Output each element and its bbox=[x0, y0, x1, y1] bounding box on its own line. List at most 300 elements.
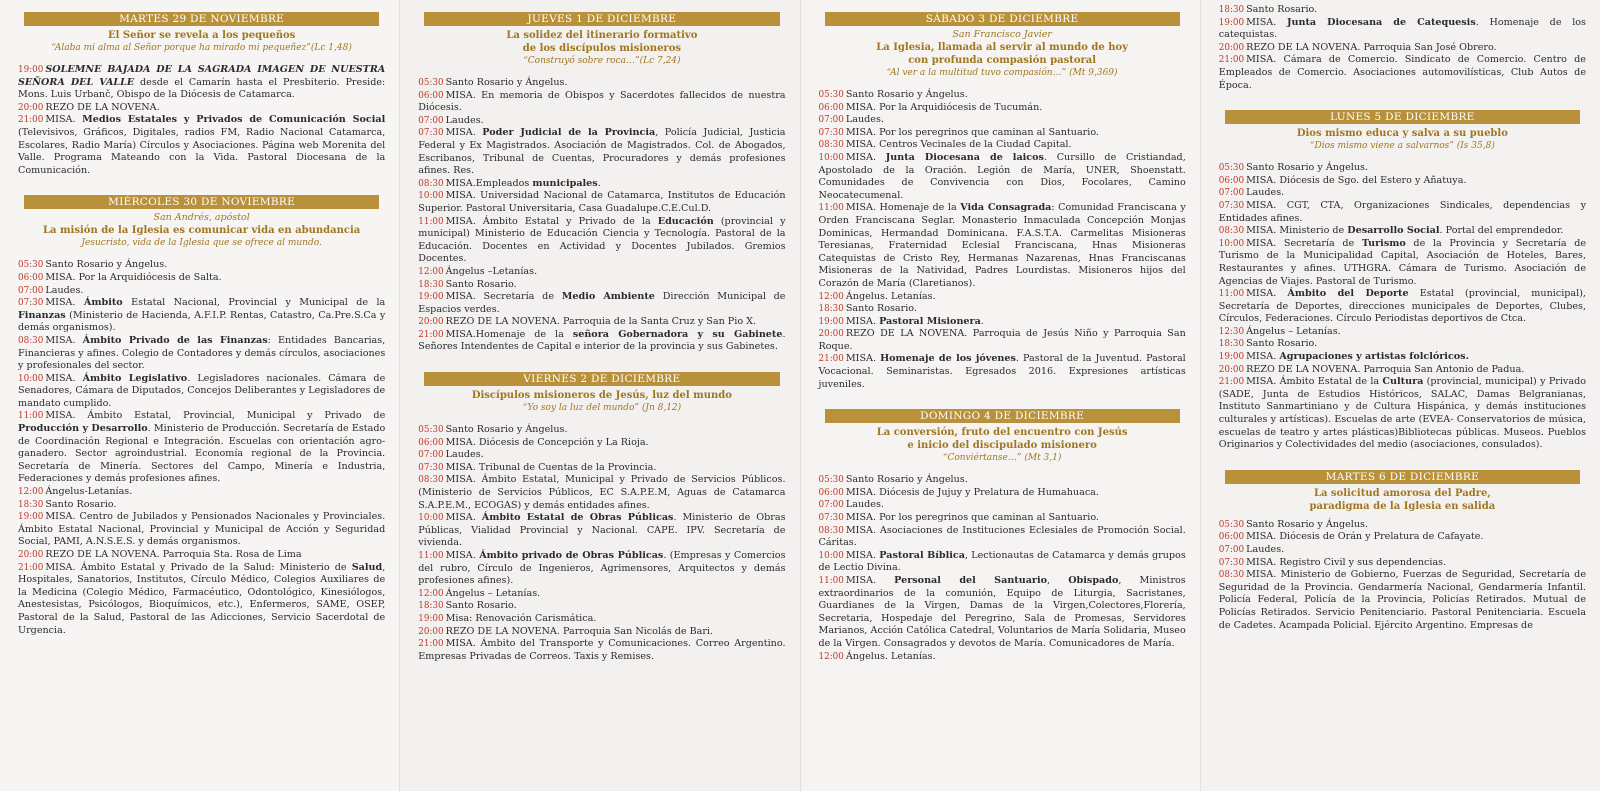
schedule-entry bbox=[1219, 531, 1586, 544]
entry-text: Ángelus. Letanías. bbox=[845, 650, 936, 662]
entry-text: MISA. bbox=[845, 353, 881, 365]
entry-time: 11:00 bbox=[818, 203, 844, 214]
schedule-entry bbox=[418, 115, 785, 128]
entry-time: 18:30 bbox=[818, 304, 844, 315]
entry-text: Pastoral Misionera bbox=[879, 315, 981, 327]
entry-text: MISA. Por los peregrinos que caminan al Santuario. bbox=[845, 512, 1099, 524]
entry-text: : Entidades Bancarias, Financieras y afines. Colegio de Contadores y demás círculos, asociaciones y profesionales del sector. bbox=[18, 334, 386, 372]
entry-time: 20:00 bbox=[18, 550, 44, 560]
entry-time: 19:00 bbox=[418, 292, 444, 303]
entry-text: Santo Rosario y Ángelus. bbox=[445, 77, 568, 88]
schedule-entry bbox=[418, 279, 785, 292]
day-quote: “Construyó sobre roca…”(Lc 7,24) bbox=[523, 56, 681, 66]
schedule-entry bbox=[1219, 200, 1586, 225]
schedule-entry bbox=[819, 202, 1186, 290]
schedule-entry bbox=[418, 316, 785, 329]
entry-text: . bbox=[980, 315, 984, 327]
entry-text: . Homenaje de los catequistas. bbox=[1218, 16, 1586, 41]
entry-text: desde el Camarín hasta el Presbiterio. Preside: Mons. Luis Urbanč, Obispo de la Diócesis de Catamarca. bbox=[18, 76, 386, 101]
entry-time: 06:00 bbox=[1218, 532, 1245, 543]
schedule-entry bbox=[418, 291, 785, 316]
day-section bbox=[1219, 470, 1586, 632]
entry-text: MISA. Secretaría de bbox=[1246, 237, 1362, 249]
schedule-entry bbox=[1219, 338, 1586, 351]
day-theme: de los discípulos misioneros bbox=[522, 43, 681, 54]
schedule-entry bbox=[1219, 288, 1586, 326]
entry-text: MISA. Diócesis de Concepción y La Rioja. bbox=[445, 436, 649, 448]
entry-text: Santo Rosario. bbox=[445, 600, 517, 612]
schedule-entry bbox=[819, 512, 1186, 525]
day-section bbox=[418, 12, 785, 354]
entry-text: Homenaje de los jóvenes bbox=[880, 353, 1016, 365]
entry-text: Finanzas bbox=[18, 309, 66, 321]
schedule-entry bbox=[18, 373, 385, 411]
entry-text: MISA. Ámbito Estatal y Privado de la Salud: Ministerio de bbox=[45, 561, 352, 573]
day-header: MARTES 29 DE NOVIEMBRE bbox=[24, 12, 379, 26]
day-theme: Discípulos misioneros de Jesús, luz del mundo bbox=[471, 390, 732, 402]
entry-text: Santo Rosario y Ángelus. bbox=[1246, 162, 1368, 174]
entry-text: Santo Rosario. bbox=[445, 278, 517, 290]
entry-text: Ángelus – Letanías. bbox=[1246, 325, 1341, 337]
entry-text: . (Empresas y Comercios del rubro, Círculo de Ingenieros, Agrimensores, Arquitectos y demás profesiones afines). bbox=[418, 550, 786, 587]
entry-text: Santo Rosario. bbox=[845, 303, 917, 315]
entry-time: 07:30 bbox=[418, 128, 444, 139]
entry-time: 10:00 bbox=[418, 191, 444, 202]
entry-text: MISA. Por los peregrinos que caminan al Santuario. bbox=[845, 126, 1099, 138]
schedule-entry bbox=[819, 353, 1186, 391]
entry-text: Poder Judicial de la Provincia bbox=[482, 127, 656, 139]
schedule-entry bbox=[18, 114, 385, 177]
entry-text: MISA. Por la Arquidiócesis de Salta. bbox=[45, 271, 222, 283]
entry-text: MISA. bbox=[845, 315, 880, 327]
entry-text: Santo Rosario. bbox=[45, 498, 117, 510]
continued-schedule bbox=[1219, 4, 1586, 92]
entry-text: Santo Rosario. bbox=[1246, 4, 1318, 15]
schedule-entry bbox=[18, 549, 385, 562]
entry-text: Obispado bbox=[1068, 575, 1119, 586]
entry-time: 12:30 bbox=[1218, 326, 1245, 337]
entry-text: Laudes. bbox=[845, 114, 884, 126]
entry-time: 18:30 bbox=[418, 601, 444, 612]
entry-text: MISA. Ministerio de Gobierno, Fuerzas de Seguridad, Secretaría de Seguridad de la Provincia. Gendarmería Nacional, Gendarmería Infantil. Policía Federal, Policía de la Provincia, Policías Retirados. Mutual de Policías Retirados. Servicio Penitenciario. Pastoral Penitenciaria. Escuela de Cadetes. Acampada Policial. Ejército Argentino. Empresas de bbox=[1218, 569, 1586, 631]
schedule-entry bbox=[1219, 326, 1586, 339]
schedule-entry bbox=[1219, 17, 1586, 42]
day-quote: “Dios mismo viene a salvarnos” (Is 35,8) bbox=[1309, 141, 1495, 152]
entry-time: 07:30 bbox=[418, 462, 444, 473]
entry-time: 05:30 bbox=[1218, 519, 1245, 530]
day-theme: La conversión, fruto del encuentro con Jesús bbox=[876, 427, 1128, 439]
schedule-entry bbox=[418, 266, 785, 279]
entry-time: 11:00 bbox=[18, 411, 44, 422]
schedule-entry bbox=[819, 114, 1186, 127]
entry-time: 10:00 bbox=[418, 513, 444, 524]
program-column bbox=[800, 0, 1200, 791]
entry-time: 10:00 bbox=[1218, 238, 1245, 249]
schedule-entry bbox=[1219, 238, 1586, 288]
entry-text: Medio Ambiente bbox=[561, 291, 655, 303]
entry-text: MISA. Cámara de Comercio. Sindicato de Comercio. Centro de Empleados de Comercio. Asociaciones automovilísticas, Club Autos de Época. bbox=[1218, 54, 1586, 91]
entry-text: MISA. Ámbito Estatal de la bbox=[1246, 376, 1383, 388]
entry-time: 18:30 bbox=[418, 279, 444, 290]
program-column bbox=[399, 0, 799, 791]
day-section bbox=[819, 12, 1186, 391]
schedule-entry bbox=[1219, 544, 1586, 557]
entry-time: 21:00 bbox=[418, 329, 444, 340]
program-column bbox=[0, 0, 399, 791]
entry-time: 07:00 bbox=[18, 285, 44, 296]
entry-time: 19:00 bbox=[1218, 17, 1245, 28]
entry-text: MISA. Ámbito Estatal, Provincial, Municipal y Privado de bbox=[45, 410, 386, 422]
entry-text: MISA. Asociaciones de Instituciones Eclesiales de Promoción Social. Cáritas. bbox=[818, 524, 1186, 549]
entry-time: 05:30 bbox=[418, 425, 444, 436]
entry-time: 19:00 bbox=[818, 316, 844, 327]
schedule-entry bbox=[18, 486, 385, 499]
entry-text: MISA. Diócesis de Orán y Prelatura de Cafayate. bbox=[1246, 531, 1484, 543]
entry-text: (provincial y municipal) Ministerio de Educación Ciencia y Tecnología. Pastoral de la Educación. Docentes en Actividad y Docentes Jubilados. Gremios Docentes. bbox=[418, 215, 786, 265]
schedule-entry bbox=[1219, 4, 1586, 17]
day-section bbox=[18, 195, 385, 637]
entry-text: (Ministerio de Hacienda, A.F.I.P. Rentas, Catastro, Ca.Pre.S.Ca y demás organismos). bbox=[18, 309, 386, 334]
entry-text: REZO DE LA NOVENA. Parroquia de Jesús Niño y Parroquia San Roque. bbox=[818, 328, 1186, 352]
entry-text: Pastoral Bíblica bbox=[879, 549, 965, 561]
schedule-entry bbox=[418, 600, 785, 613]
day-section bbox=[1219, 110, 1586, 452]
day-section bbox=[18, 12, 385, 177]
entry-text: . Ministerio de Obras Públicas, Vialidad Provincial y Nacional. CAPE. IPV. Secretaría de vivienda. bbox=[418, 512, 786, 549]
entry-text: REZO DE LA NOVENA. Parroquia Sta. Rosa de Lima bbox=[45, 549, 302, 560]
entry-time: 11:00 bbox=[818, 576, 844, 586]
entry-text: señora Gobernadora y su Gabinete bbox=[572, 328, 783, 340]
entry-time: 19:00 bbox=[418, 613, 444, 624]
entry-time: 20:00 bbox=[1218, 42, 1245, 53]
entry-time: 18:30 bbox=[18, 499, 44, 510]
entry-text: (Televisivos, Gráficos, Digitales, radios FM, Radio Nacional Catamarca, Escolares, Radio María) Círculos y Asociaciones. Página web Morenita del Valle. Programa Mateando con la Vida. Pastoral Diocesana de la Comunicación. bbox=[18, 126, 386, 176]
entry-text: Laudes. bbox=[45, 284, 84, 296]
day-theme: La misión de la Iglesia es comunicar vida en abundancia bbox=[42, 225, 361, 237]
entry-text: REZO DE LA NOVENA. Parroquia San José Obrero. bbox=[1246, 41, 1497, 53]
day-theme: El Señor se revela a los pequeños bbox=[107, 30, 296, 41]
schedule-entry bbox=[418, 588, 785, 601]
entry-time: 05:30 bbox=[818, 475, 844, 486]
entry-text: , Ministros extraordinarios de la comunión, Equipo de Liturgia, Sacristanes, Guardianes de la Virgen, Damas de la Virgen,Colectores,Florería, Secretaria, Hospedaje del Peregrino, Sala de Promesas, Servidores Marianos, Acción Católica Catedral, Voluntarios de María Solidaria, Museo de la Virgen. Consagrados y devotos de María. Comunicadores de María. bbox=[818, 575, 1186, 649]
schedule-entry bbox=[1219, 569, 1586, 632]
schedule-entry bbox=[418, 449, 785, 462]
entry-time: 20:00 bbox=[18, 102, 44, 113]
schedule-entry bbox=[819, 575, 1186, 651]
schedule-entry bbox=[418, 638, 785, 663]
entry-time: 11:00 bbox=[1218, 289, 1245, 300]
entry-text: municipales bbox=[532, 177, 598, 189]
entry-time: 06:00 bbox=[418, 90, 444, 101]
entry-time: 05:30 bbox=[1218, 163, 1245, 174]
entry-time: 08:30 bbox=[18, 335, 44, 346]
schedule-entry bbox=[18, 410, 385, 486]
entry-text: MISA. Diócesis de Jujuy y Prelatura de Humahuaca. bbox=[845, 486, 1099, 498]
schedule-entry bbox=[1219, 557, 1586, 570]
entry-text: Producción y Desarrollo bbox=[18, 423, 148, 435]
entry-time: 07:00 bbox=[418, 450, 444, 461]
day-header: MARTES 6 DE DICIEMBRE bbox=[1225, 470, 1580, 484]
entry-text: Dirección Municipal de Espacios verdes. bbox=[418, 291, 786, 315]
schedule-entry bbox=[418, 178, 785, 191]
entry-text: Medios Estatales y Privados de Comunicación Social bbox=[82, 114, 386, 126]
schedule-entry bbox=[1219, 54, 1586, 92]
day-theme: paradigma de la Iglesia en salida bbox=[1309, 500, 1496, 512]
entry-text: Laudes. bbox=[845, 499, 884, 511]
entry-time: 07:30 bbox=[818, 127, 844, 138]
day-quote: “Al ver a la multitud tuvo compasión…” (Mt 9,369) bbox=[886, 68, 1118, 78]
schedule-entry bbox=[1219, 42, 1586, 55]
entry-text: Misa: Renovación Carismática. bbox=[445, 612, 597, 624]
entry-text: MISA. bbox=[845, 151, 886, 163]
schedule-entry bbox=[18, 102, 385, 115]
entry-time: 21:00 bbox=[1218, 55, 1245, 66]
program-column bbox=[1200, 0, 1600, 791]
schedule-entry bbox=[418, 329, 785, 354]
schedule-entry bbox=[819, 474, 1186, 487]
day-quote: “Alaba mi alma al Señor porque ha mirado mi pequeñez”(Lc 1,48) bbox=[51, 43, 352, 53]
entry-text: MISA. Ámbito del Transporte y Comunicaciones. Correo Argentino. Empresas Privadas de Correos. Taxis y Remises. bbox=[418, 638, 786, 662]
entry-text: REZO DE LA NOVENA. Parroquia San Nicolás de Bari. bbox=[445, 625, 714, 637]
schedule-entry bbox=[418, 474, 785, 512]
entry-text: Ángelus – Letanías. bbox=[445, 587, 541, 599]
entry-time: 11:00 bbox=[418, 551, 444, 561]
entry-text: Ámbito Estatal de Obras Públicas bbox=[481, 512, 674, 524]
entry-time: 21:00 bbox=[418, 639, 444, 650]
day-header: JUEVES 1 DE DICIEMBRE bbox=[424, 12, 779, 26]
entry-text: Cultura bbox=[1382, 376, 1424, 388]
day-header: MIÉRCOLES 30 DE NOVIEMBRE bbox=[24, 195, 379, 209]
entry-time: 12:00 bbox=[818, 291, 844, 302]
entry-text: MISA. bbox=[445, 550, 480, 561]
entry-text: MISA. Universidad Nacional de Catamarca, Institutos de Educación Superior. Pastoral Universitaria, Casa Guadalupe.C.E.Cul.D. bbox=[418, 190, 786, 214]
entry-text: Salud bbox=[351, 561, 383, 573]
entry-time: 07:00 bbox=[1218, 188, 1245, 199]
schedule-entry bbox=[819, 291, 1186, 304]
entry-time: 20:00 bbox=[818, 329, 844, 340]
entry-time: 21:00 bbox=[18, 115, 44, 126]
schedule-entry bbox=[1219, 364, 1586, 377]
entry-text: Agrupaciones y artistas folclóricos. bbox=[1279, 351, 1469, 363]
entry-text: Laudes. bbox=[1246, 187, 1285, 199]
day-theme: La solidez del itinerario formativo bbox=[506, 30, 698, 41]
entry-text: de la Provincia y Secretaría de Turismo de la Municipalidad Capital, Asociación de Hoteles, Bares, Restaurantes y afines. UTHGRA. Cámara de Turismo. Asociación de Agencias de Viajes. Pastoral de Turismo. bbox=[1218, 237, 1587, 287]
entry-text: MISA. bbox=[45, 334, 83, 346]
entry-time: 06:00 bbox=[818, 487, 844, 498]
schedule-entry bbox=[18, 499, 385, 512]
entry-time: 07:00 bbox=[1218, 545, 1245, 555]
entry-text: MISA. bbox=[45, 372, 83, 384]
schedule-entry bbox=[418, 550, 785, 588]
entry-text: MISA. bbox=[1246, 288, 1288, 300]
schedule-entry bbox=[819, 303, 1186, 316]
entry-text: Santo Rosario y Ángelus. bbox=[45, 259, 168, 271]
entry-text: REZO DE LA NOVENA. Parroquia San Antonio de Padua. bbox=[1246, 363, 1525, 375]
entry-text: MISA. bbox=[45, 297, 84, 309]
entry-text: MISA. Ámbito Estatal y Privado de la bbox=[445, 215, 658, 227]
entry-text: MISA.Homenaje de la bbox=[445, 328, 573, 340]
entry-time: 19:00 bbox=[18, 512, 44, 523]
entry-text: MISA. Por la Arquidiócesis de Tucumán. bbox=[845, 101, 1043, 113]
schedule-entry bbox=[418, 437, 785, 450]
entry-text: Ámbito privado de Obras Públicas bbox=[479, 550, 664, 561]
entry-text: MISA. Ministerio de bbox=[1246, 225, 1348, 237]
day-quote: “Yo soy la luz del mundo” (Jn 8,12) bbox=[522, 403, 682, 414]
entry-text: MISA. bbox=[445, 512, 482, 524]
entry-text: Personal del Santuario bbox=[894, 575, 1048, 586]
schedule-entry bbox=[18, 335, 385, 373]
entry-text: Santo Rosario y Ángelus. bbox=[1246, 518, 1368, 530]
entry-text: , Lectionautas de Catamarca y demás grupos de Lectio Divina. bbox=[818, 549, 1186, 574]
entry-text: . Portal del emprendedor. bbox=[1439, 225, 1564, 237]
entry-time: 18:30 bbox=[1218, 339, 1245, 350]
entry-text: . Cursillo de Cristiandad, Apostolado de la Oración. Legión de María, UNER, Shoenstatt. Comunidades de Convivencia con Dios, Focolares, Camino Neocatecumenal. bbox=[818, 151, 1186, 201]
entry-text: : Comunidad Franciscana y Orden Franciscana Seglar. Monasterio Inmaculada Concepción Monjas Dominicas, Hermandad Dominicana. F.A.S.T.A. Carmelitas Misioneras Teresianas, Fraternidad Eclesial Franciscana, Hnas Misioneras Catequistas de Cristo Rey, Hermanas Nazarenas, Hnas Franciscanas Misioneras de la Natividad, Padres Lourdistas. Misioneros hijos del Corazón de María (Claretianos). bbox=[818, 202, 1186, 289]
entry-time: 07:00 bbox=[818, 115, 844, 126]
entry-text: MISA. En memoria de Obispos y Sacerdotes fallecidos de nuestra Diócesis. bbox=[418, 89, 786, 114]
entry-text: Ámbito bbox=[83, 297, 123, 309]
entry-time: 07:00 bbox=[818, 500, 844, 511]
day-section bbox=[418, 372, 785, 663]
entry-text: Santo Rosario y Ángelus. bbox=[445, 424, 568, 436]
entry-text: Estatal (provincial, municipal), Secretaría de Deportes, direcciones municipales de Deportes, Clubes, Círculos, Federaciones. Círculo Periodistas deportivos de Ctca. bbox=[1218, 288, 1586, 325]
schedule-entry bbox=[18, 511, 385, 549]
entry-text: Laudes. bbox=[445, 114, 484, 126]
entry-text: Laudes. bbox=[1246, 544, 1285, 555]
entry-text: Laudes. bbox=[445, 449, 484, 461]
day-saint: San Andrés, apóstol bbox=[153, 212, 250, 224]
entry-text: (provincial, municipal) y Privado (SADE, Junta de Estudios Históricos, SALAC, Damas Belgranianas, Instituto Sanmartiniano y de Cultura Hispánica, y demás instituciones culturales y artísticas). Escuelas de arte (EVEA- Conservatorios de música, escuelas de teatro y artes plásticas)Bibliotecas públicas. Museos. Pueblos Originarios y Colectividades del medio (asociaciones, consulados). bbox=[1218, 376, 1586, 451]
entry-text: REZO DE LA NOVENA. bbox=[45, 101, 160, 113]
schedule-entry bbox=[418, 512, 785, 550]
entry-time: 08:30 bbox=[1218, 570, 1245, 581]
entry-time: 06:00 bbox=[418, 437, 444, 448]
entry-time: 08:30 bbox=[418, 178, 444, 189]
entry-text: MISA. Centros Vecinales de la Ciudad Capital. bbox=[845, 139, 1072, 151]
schedule-entry bbox=[819, 487, 1186, 500]
schedule-entry bbox=[819, 550, 1186, 575]
entry-time: 05:30 bbox=[818, 90, 844, 100]
entry-text: REZO DE LA NOVENA. Parroquia de la Santa Cruz y San Pio X. bbox=[445, 316, 757, 328]
entry-time: 05:30 bbox=[18, 260, 44, 271]
day-theme: La solicitud amorosa del Padre, bbox=[1313, 487, 1491, 499]
schedule-entry bbox=[1219, 162, 1586, 175]
entry-time: 06:00 bbox=[18, 272, 44, 283]
schedule-entry bbox=[819, 525, 1186, 550]
entry-text: Ángelus –Letanías. bbox=[445, 265, 538, 277]
entry-time: 20:00 bbox=[418, 317, 444, 328]
entry-text: Ámbito Legislativo bbox=[82, 372, 188, 384]
entry-time: 07:30 bbox=[1218, 200, 1245, 211]
entry-time: 06:00 bbox=[1218, 175, 1245, 186]
entry-time: 07:00 bbox=[418, 115, 444, 126]
day-section bbox=[819, 409, 1186, 663]
entry-text: Santo Rosario y Ángelus. bbox=[845, 89, 968, 100]
entry-text: Estatal Nacional, Provincial y Municipal de la bbox=[122, 297, 386, 309]
day-saint: San Francisco Javier bbox=[952, 29, 1052, 40]
entry-text: . Pastoral de la Juventud. Pastoral Vocacional. Seminaristas. Egresados 2016. Expresiones artísticas juveniles. bbox=[818, 353, 1186, 390]
schedule-entry bbox=[418, 626, 785, 639]
entry-time: 12:00 bbox=[818, 651, 844, 662]
entry-text: MISA. Tribunal de Cuentas de la Provincia. bbox=[445, 461, 657, 473]
schedule-entry bbox=[819, 316, 1186, 329]
schedule-entry bbox=[18, 259, 385, 272]
entry-time: 07:30 bbox=[1218, 557, 1245, 568]
entry-time: 19:00 bbox=[1218, 352, 1245, 363]
entry-text: MISA. Ámbito Estatal, Municipal y Privado de Servicios Públicos. (Ministerio de Servicios Públicos, EC S.A.P.E.M, Aguas de Catamarca S.A.P.E.M., ECOGAS) y demás entidades afines. bbox=[418, 474, 786, 511]
entry-text: MISA. Diócesis de Sgo. del Estero y Añatuya. bbox=[1246, 174, 1467, 186]
entry-text: . Legisladores nacionales. Cámara de Senadores, Cámara de Diputados, Concejos Deliberantes y Legisladores de mandato cumplido. bbox=[18, 372, 386, 409]
schedule-entry bbox=[1219, 519, 1586, 532]
entry-text: Educación bbox=[657, 215, 714, 227]
entry-text: MISA. bbox=[445, 127, 483, 139]
entry-text: Santo Rosario. bbox=[1246, 338, 1318, 350]
entry-time: 12:00 bbox=[418, 266, 444, 277]
schedule-entry bbox=[1219, 187, 1586, 200]
entry-time: 07:30 bbox=[818, 513, 844, 524]
day-theme: con profunda compasión pastoral bbox=[908, 55, 1097, 66]
entry-text: Junta Diocesana de laicos bbox=[885, 151, 1044, 163]
entry-text: MISA. Registro Civil y sus dependencias. bbox=[1246, 556, 1447, 568]
schedule-entry bbox=[418, 424, 785, 437]
schedule-entry bbox=[18, 64, 385, 102]
schedule-entry bbox=[418, 462, 785, 475]
entry-time: 21:00 bbox=[1218, 377, 1245, 388]
entry-text: MISA.Empleados bbox=[445, 177, 533, 189]
entry-text: Ángelus. Letanías. bbox=[845, 290, 936, 302]
entry-time: 08:30 bbox=[818, 525, 844, 536]
day-header: LUNES 5 DE DICIEMBRE bbox=[1225, 110, 1580, 124]
schedule-entry bbox=[819, 152, 1186, 202]
entry-text: MISA. CGT, CTA, Organizaciones Sindicales, dependencias y Entidades afines. bbox=[1218, 199, 1586, 224]
day-theme: La Iglesia, llamada al servir al mundo de hoy bbox=[876, 42, 1129, 53]
schedule-entry bbox=[819, 499, 1186, 512]
entry-text: MISA. bbox=[845, 575, 895, 586]
entry-time: 12:00 bbox=[418, 588, 444, 599]
entry-text: Ángelus-Letanías. bbox=[45, 486, 133, 498]
entry-text: Turismo bbox=[1361, 237, 1406, 249]
entry-text: , bbox=[1047, 575, 1069, 586]
schedule-entry bbox=[18, 272, 385, 285]
entry-time: 20:00 bbox=[1218, 364, 1245, 375]
entry-text: Junta Diocesana de Catequesis bbox=[1287, 16, 1476, 28]
day-header: VIERNES 2 DE DICIEMBRE bbox=[424, 372, 779, 386]
entry-text: . Ministerio de Producción. Secretaría de Estado de Coordinación Regional e Integración. Escuelas con orientación agro-ganadero. Sector agroindustrial. Economía regional de la Provincia. Secretaría de Minería. Sectores del Campo, Minería e Industria, Federaciones y demás profesiones afines. bbox=[18, 423, 386, 485]
entry-time: 12:00 bbox=[18, 487, 44, 498]
schedule-entry bbox=[819, 102, 1186, 115]
day-header: DOMINGO 4 DE DICIEMBRE bbox=[825, 409, 1180, 423]
entry-time: 10:00 bbox=[18, 373, 44, 384]
entry-text: , Hospitales, Sanatorios, Institutos, Círculo Médico, Colegios Auxiliares de la Medicina (Colegio Médico, Farmacéutico, Odontológico, Kinesiólogos, Anestesistas, Psicólogos, Bioquímicos, etc.), Enfermeros, SAME, OSEP, Pastoral de la Salud, Pastoral de las Adicciones, Servicio Sacerdotal de Urgencia. bbox=[18, 561, 386, 636]
entry-time: 18:30 bbox=[1218, 5, 1245, 15]
entry-text: MISA. bbox=[45, 114, 83, 126]
entry-time: 06:00 bbox=[818, 102, 844, 113]
entry-time: 20:00 bbox=[418, 626, 444, 637]
entry-text: MISA. Secretaría de bbox=[445, 291, 562, 303]
entry-text: Desarrollo Social bbox=[1347, 225, 1440, 237]
entry-time: 10:00 bbox=[818, 550, 844, 561]
entry-time: 19:00 bbox=[18, 65, 44, 75]
schedule-entry bbox=[18, 285, 385, 298]
schedule-entry bbox=[1219, 376, 1586, 452]
entry-text: MISA. Homenaje de la bbox=[845, 202, 961, 214]
schedule-entry bbox=[418, 127, 785, 177]
schedule-entry bbox=[1219, 175, 1586, 188]
entry-text: , Policía Judicial, Justicia Federal y Ex Magistrados. Asociación de Magistrados. Col. de Abogados, Escribanos, Tribunal de Cuentas, Procuradores y demás profesiones afines. Res. bbox=[418, 127, 786, 177]
schedule-entry bbox=[819, 651, 1186, 664]
entry-text: Ámbito Privado de las Finanzas bbox=[82, 334, 268, 346]
schedule-entry bbox=[18, 297, 385, 335]
